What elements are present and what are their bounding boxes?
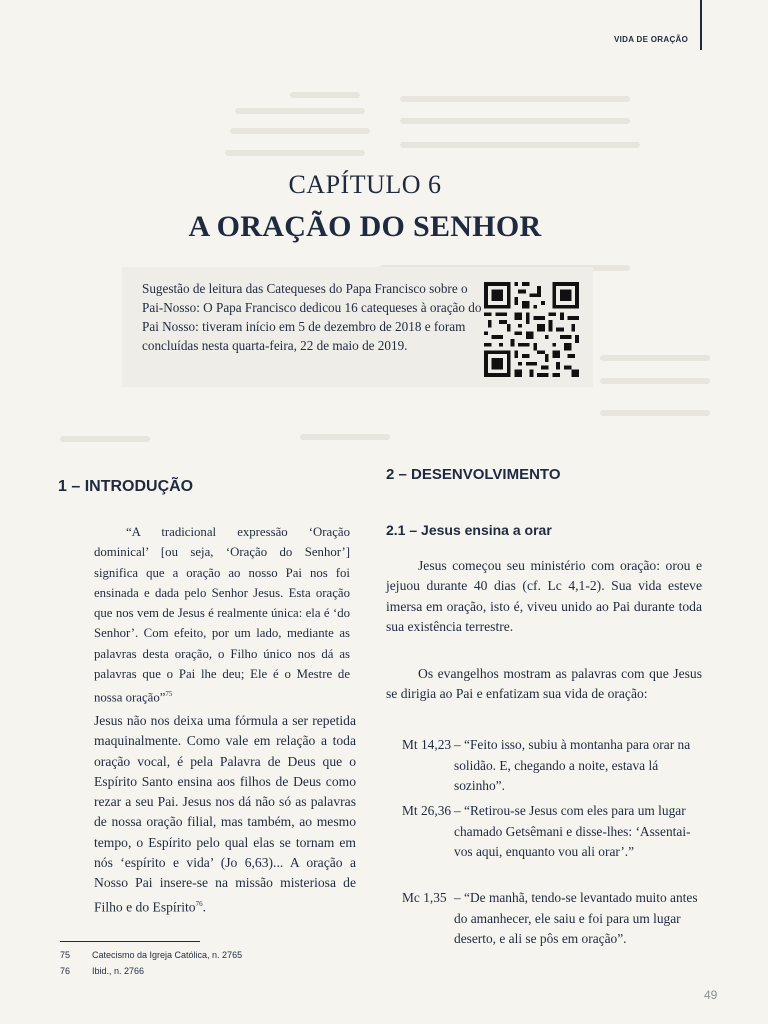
footnote-number: 75	[60, 950, 71, 960]
running-head: VIDA DE ORAÇÃO	[614, 35, 689, 44]
scripture-citation: Mc 1,35	[402, 890, 447, 905]
scripture-text: – “De manhã, tendo-se levantado muito antes do amanhecer, ele saiu e foi para um lugar deserto, e ali se pôs em oração”.	[454, 890, 698, 946]
footnote-ref-76[interactable]: 76	[195, 899, 203, 908]
scripture-reference	[402, 801, 702, 883]
reading-suggestion-text: Sugestão de leitura das Catequeses do Papa Francisco sobre o Pai-Nosso: O Papa Francisco dedicou 16 catequeses à oração do Pai Nosso: tiveram início em 5 de dezembro de 2018 e foram concluídas nesta quarta-feira, 22 de maio de 2019.	[142, 281, 482, 353]
scripture-text: – “Retirou-se Jesus com eles para um lugar chamado Getsêmani e disse-lhes: ‘Assentai-vos aqui, enquanto vou ali orar’.”	[454, 803, 691, 859]
development-paragraph-1: Jesus começou seu ministério com oração: orou e jejuou durante 40 dias (cf. Lc 4,1-2). Sua vida esteve imersa em oração, isto é, viveu unido ao Pai durante toda sua existência terrestre.	[386, 558, 702, 634]
footnote-text: Ibid., n. 2766	[92, 966, 145, 976]
section-heading-desenvolvimento: 2 – DESENVOLVIMENTO	[386, 466, 561, 483]
chapter-label: CAPÍTULO 6	[288, 170, 442, 199]
header-rule	[700, 0, 702, 50]
scripture-citation: Mt 14,23	[402, 737, 452, 752]
section-heading-introducao: 1 – INTRODUÇÃO	[58, 478, 194, 495]
scripture-reference	[402, 735, 702, 797]
scripture-text: – “Feito isso, subiu à montanha para orar na solidão. E, chegando a noite, estava lá sozinho”.	[454, 737, 691, 793]
footnote-76	[60, 966, 144, 976]
development-paragraph-2: Os evangelhos mostram as palavras com que Jesus se dirigia ao Pai e enfatizam sua vida de oração:	[386, 666, 702, 702]
footnote-ref-75[interactable]: 75	[165, 690, 173, 699]
intro-body-paragraph: Jesus não nos deixa uma fórmula a ser repetida maquinalmente. Como vale em relação a toda oração vocal, é pela Palavra de Deus que o Espírito Santo ensina aos filhos de Deus como rezar a seu Pai. Jesus nos dá não só as palavras de nossa oração filial, mas também, ao mesmo tempo, o Espírito pelo qual elas se tornam em nós ‘espírito e vida’ (Jo 6,63)... A oração a Nosso Pai insere-se na missão misteriosa de Filho e do Espírito$^{76}$.	[94, 713, 356, 915]
subsection-heading-jesus-ensina: 2.1 – Jesus ensina a orar	[386, 522, 552, 538]
footnote-rule	[60, 941, 200, 942]
catechism-quote-text: “A tradicional expressão ‘Oração dominical’ [ou seja, ‘Oração do Senhor’] significa que a oração ao nosso Pai nos foi ensinada e dada pelo Senhor Jesus. Esta oração que nos vem de Jesus é realmente única: ela é ‘do Senhor’. Com efeito, por um lado, mediante as palavras desta oração, o Filho único nos dá as palavras que o Pai lhe deu; Ele é o Mestre de nossa oração”	[94, 525, 350, 705]
intro-body-text: Jesus não nos deixa uma fórmula a ser repetida maquinalmente. Como vale em relação a toda oração vocal, é pela Palavra de Deus que o Espírito Santo ensina aos filhos de Deus como rezar a seu Pai. Jesus nos dá não só as palavras de nossa oração filial, mas também, ao mesmo tempo, o Espírito pelo qual elas se tornam em nós ‘espírito e vida’ (Jo 6,63)... A oração a Nosso Pai insere-se na missão misteriosa de Filho e do Espírito	[94, 713, 356, 915]
catechism-quote	[94, 522, 350, 708]
footnote-number: 76	[60, 966, 71, 976]
chapter-title: A ORAÇÃO DO SENHOR	[188, 210, 542, 243]
scripture-citation: Mt 26,36	[402, 803, 452, 818]
footnote-text: Catecismo da Igreja Católica, n. 2765	[92, 950, 243, 960]
footnote-75	[60, 950, 242, 960]
scripture-reference	[402, 888, 702, 970]
qr-code-icon[interactable]	[484, 282, 579, 377]
page-number: 49	[704, 988, 718, 1002]
